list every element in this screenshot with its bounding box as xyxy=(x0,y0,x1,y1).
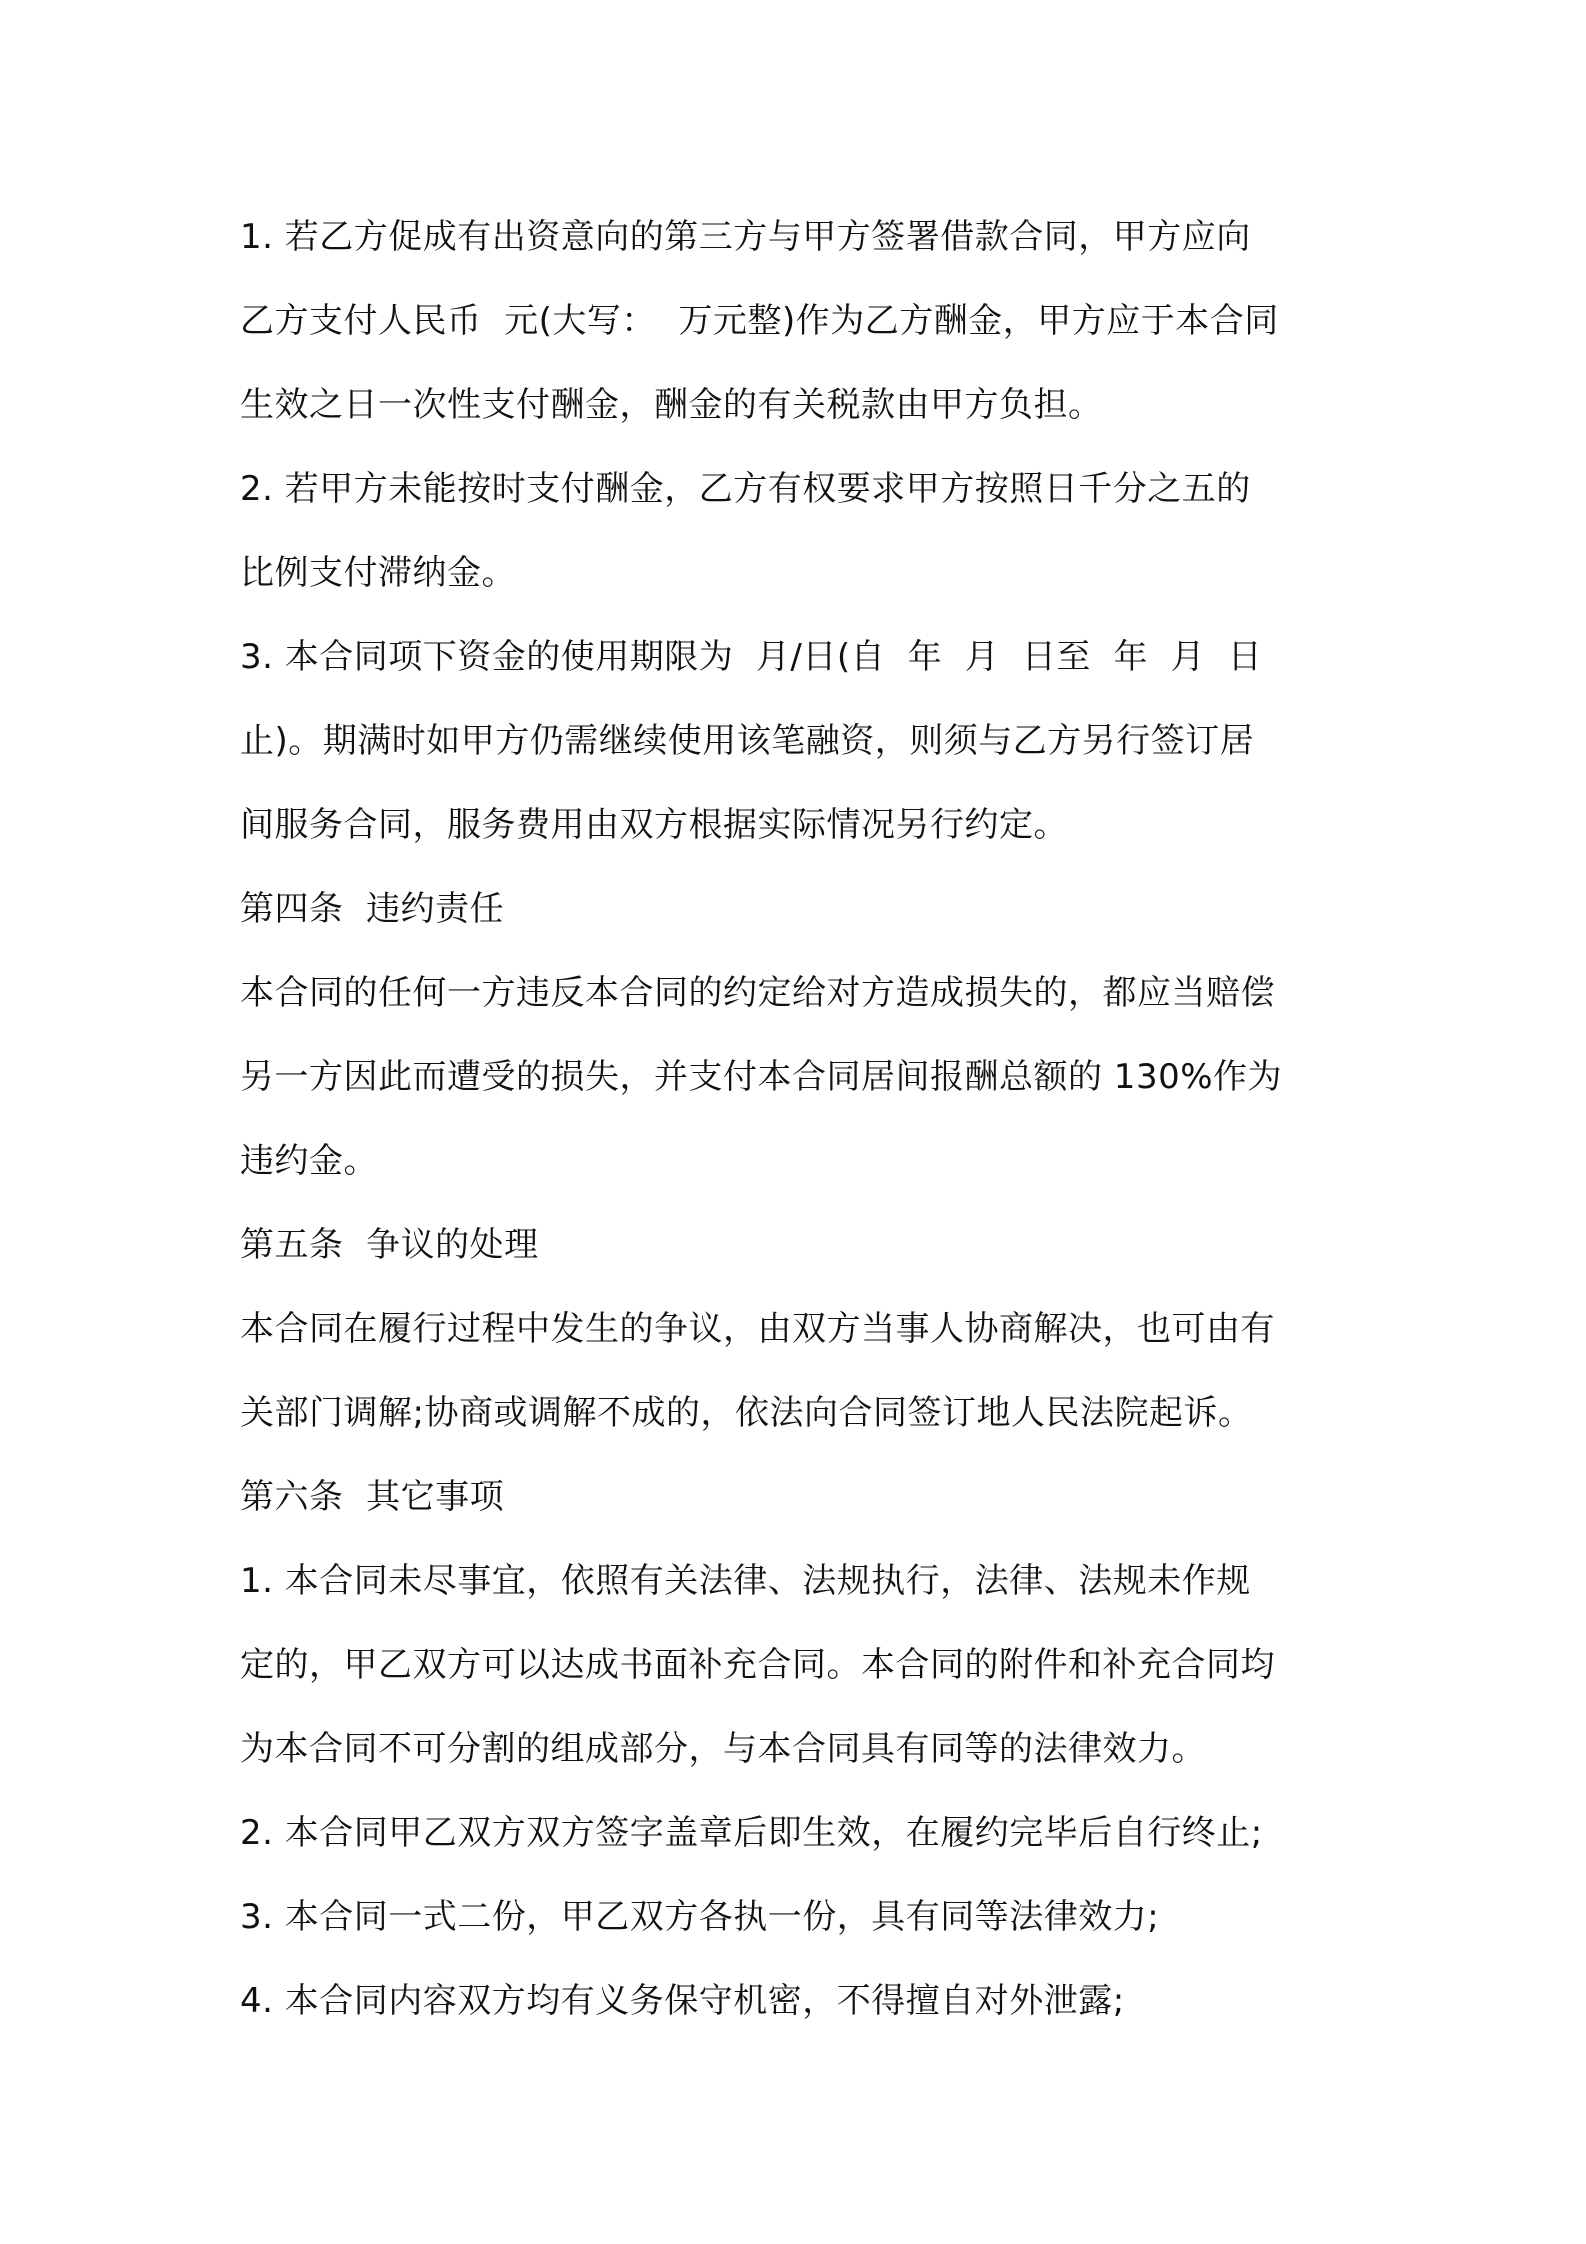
clause-3-item-1-line-1: 1. 若乙方促成有出资意向的第三方与甲方签署借款合同，甲方应向 xyxy=(240,217,1251,257)
clause-4-body-line-3: 违约金。 xyxy=(240,1141,378,1181)
clause-6-item-1-line-1: 1. 本合同未尽事宜，依照有关法律、法规执行，法律、法规未作规 xyxy=(240,1561,1251,1601)
clause-3-item-2-line-2: 比例支付滞纳金。 xyxy=(240,553,516,593)
clause-4-body-line-2: 另一方因此而遭受的损失，并支付本合同居间报酬总额的 130%作为 xyxy=(240,1057,1283,1097)
clause-6-item-1-line-2: 定的，甲乙双方可以达成书面补充合同。本合同的附件和补充合同均 xyxy=(240,1645,1275,1685)
clause-5-body-line-1: 本合同在履行过程中发生的争议，由双方当事人协商解决，也可由有 xyxy=(240,1309,1275,1349)
clause-3-item-3-line-1: 3. 本合同项下资金的使用期限为 月/日(自 年 月 日至 年 月 日 xyxy=(240,637,1263,677)
clause-3-item-3-line-3: 间服务合同，服务费用由双方根据实际情况另行约定。 xyxy=(240,805,1068,845)
document-page xyxy=(240,195,1360,2043)
clause-3-item-3-line-2: 止)。期满时如甲方仍需继续使用该笔融资，则须与乙方另行签订居 xyxy=(240,721,1255,761)
clause-3-item-1-line-2: 乙方支付人民币 元(大写： 万元整)作为乙方酬金，甲方应于本合同 xyxy=(240,301,1279,341)
clause-6-item-4: 4. 本合同内容双方均有义务保守机密，不得擅自对外泄露; xyxy=(240,1981,1125,2021)
clause-3-item-1-line-3: 生效之日一次性支付酬金，酬金的有关税款由甲方负担。 xyxy=(240,385,1103,425)
clause-6-item-3: 3. 本合同一式二份，甲乙双方各执一份，具有同等法律效力; xyxy=(240,1897,1160,1937)
clause-3-item-2-line-1: 2. 若甲方未能按时支付酬金，乙方有权要求甲方按照日千分之五的 xyxy=(240,469,1251,509)
clause-5-body-line-2: 关部门调解;协商或调解不成的，依法向合同签订地人民法院起诉。 xyxy=(240,1393,1253,1433)
section-heading-5: 第五条 争议的处理 xyxy=(240,1225,539,1265)
clause-6-item-2: 2. 本合同甲乙双方双方签字盖章后即生效，在履约完毕后自行终止; xyxy=(240,1813,1263,1853)
clause-4-body-line-1: 本合同的任何一方违反本合同的约定给对方造成损失的，都应当赔偿 xyxy=(240,973,1275,1013)
section-heading-6: 第六条 其它事项 xyxy=(240,1477,505,1517)
clause-6-item-1-line-3: 为本合同不可分割的组成部分，与本合同具有同等的法律效力。 xyxy=(240,1729,1206,1769)
section-heading-4: 第四条 违约责任 xyxy=(240,889,505,929)
